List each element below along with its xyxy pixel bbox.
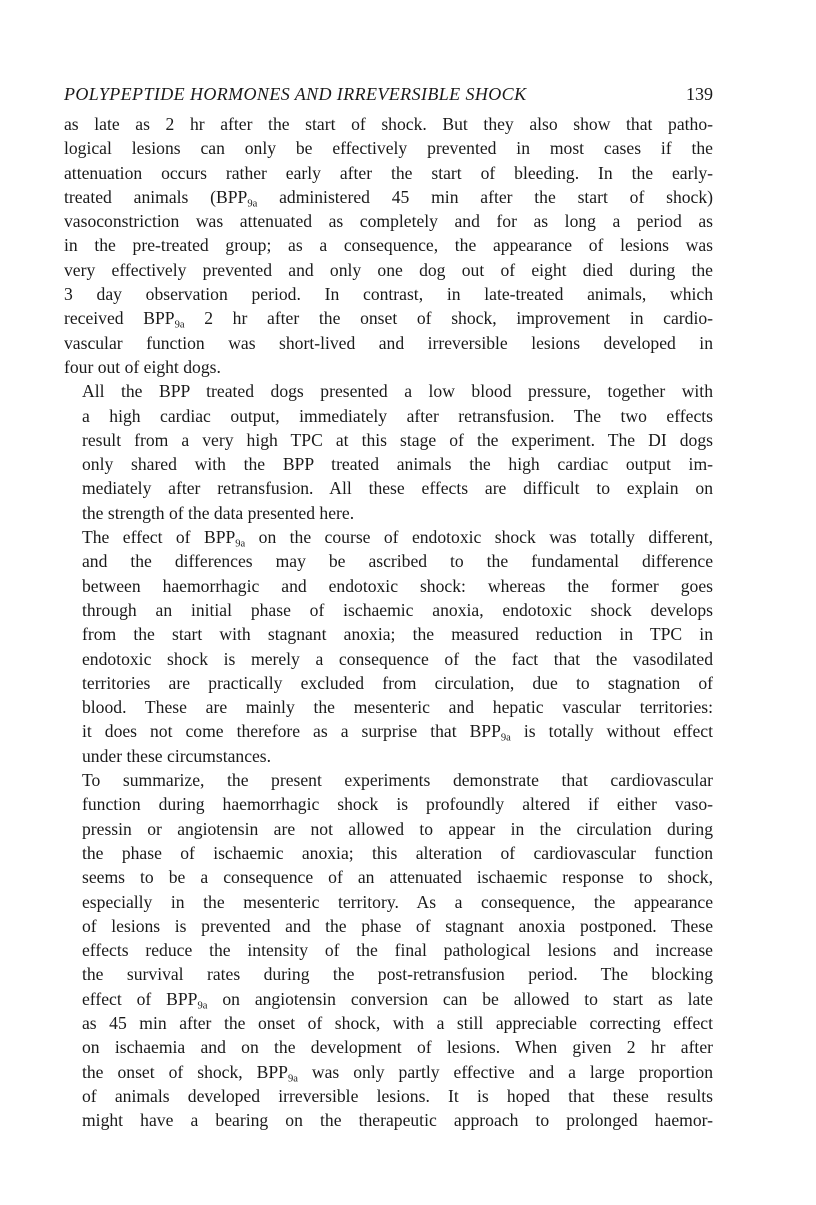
text-line <box>64 282 713 306</box>
text-segment: mediately after retransfusion. All these effects are difficult to explain on <box>82 478 713 499</box>
text-line <box>64 647 713 671</box>
text-line <box>64 331 713 355</box>
text-segment: pressin or angiotensin are not allowed to appear in the circulation during <box>82 818 713 839</box>
text-segment: the survival rates during the post-retransfusion period. The blocking <box>82 964 713 985</box>
text-line <box>64 817 713 841</box>
text-line <box>64 452 713 476</box>
text-line <box>64 1084 713 1108</box>
text-line <box>64 671 713 695</box>
text-segment: received BPP <box>64 308 175 329</box>
text-segment: on ischaemia and on the development of lesions. When given 2 hr after <box>82 1037 713 1058</box>
text-line <box>64 938 713 962</box>
paragraph <box>64 525 713 768</box>
text-segment: effects reduce the intensity of the final pathological lesions and increase <box>82 940 713 961</box>
text-line <box>64 622 713 646</box>
text-segment: 2 hr after the onset of shock, improvement in cardio- <box>184 308 713 329</box>
text-segment: might have a bearing on the therapeutic approach to prolonged haemor- <box>82 1110 713 1131</box>
text-segment: on the course of endotoxic shock was totally different, <box>245 527 713 548</box>
subscript: 9a <box>287 1073 298 1085</box>
subscript: 9a <box>500 733 511 745</box>
text-line <box>64 962 713 986</box>
text-line <box>64 476 713 500</box>
text-segment: in the pre-treated group; as a consequence, the appearance of lesions was <box>64 235 713 256</box>
text-segment: as late as 2 hr after the start of shock. But they also show that patho- <box>64 114 713 134</box>
text-segment: from the start with stagnant anoxia; the measured reduction in TPC in <box>82 624 713 645</box>
text-line <box>64 574 713 598</box>
text-line <box>64 501 713 525</box>
text-line <box>64 841 713 865</box>
text-segment: the onset of shock, BPP <box>82 1061 288 1082</box>
text-line <box>64 549 713 573</box>
text-line <box>64 379 713 403</box>
text-segment: treated animals (BPP <box>64 186 248 207</box>
text-segment: the phase of ischaemic anoxia; this alteration of cardiovascular function <box>82 842 713 863</box>
text-line <box>64 112 713 136</box>
text-segment: and the differences may be ascribed to the fundamental difference <box>82 551 713 572</box>
text-segment: very effectively prevented and only one dog out of eight died during the <box>64 259 713 280</box>
text-line <box>64 695 713 719</box>
text-segment: result from a very high TPC at this stage of the experiment. The DI dogs <box>82 429 713 450</box>
text-line <box>64 209 713 233</box>
text-line <box>64 428 713 452</box>
text-segment: it does not come therefore as a surprise that BPP <box>82 721 501 742</box>
text-line <box>64 233 713 257</box>
text-segment: To summarize, the present experiments demonstrate that cardiovascular <box>82 770 713 791</box>
text-segment: of lesions is prevented and the phase of stagnant anoxia postponed. These <box>82 915 713 936</box>
text-line <box>64 1011 713 1035</box>
body-text <box>64 112 713 1132</box>
paragraph <box>64 768 713 1132</box>
text-segment: especially in the mesenteric territory. As a consequence, the appearance <box>82 891 713 912</box>
text-line <box>64 792 713 816</box>
text-segment: vascular function was short-lived and irreversible lesions developed in <box>64 332 713 353</box>
text-line <box>64 914 713 938</box>
text-line <box>64 185 713 209</box>
journal-page <box>64 82 713 1132</box>
text-line <box>64 890 713 914</box>
text-segment: was only partly effective and a large proportion <box>297 1061 713 1082</box>
text-line <box>64 525 713 549</box>
text-segment: a high cardiac output, immediately after retransfusion. The two effects <box>82 405 713 426</box>
text-line <box>64 161 713 185</box>
text-segment: four out of eight dogs. <box>64 356 221 377</box>
text-segment: endotoxic shock is merely a consequence of the fact that the vasodilated <box>82 648 713 669</box>
subscript: 9a <box>197 1000 208 1012</box>
text-line <box>64 258 713 282</box>
text-segment: of animals developed irreversible lesions. It is hoped that these results <box>82 1085 713 1106</box>
text-segment: through an initial phase of ischaemic anoxia, endotoxic shock develops <box>82 599 713 620</box>
subscript: 9a <box>235 538 246 550</box>
text-segment: attenuation occurs rather early after the start of bleeding. In the early- <box>64 162 713 183</box>
text-segment: function during haemorrhagic shock is profoundly altered if either vaso- <box>82 794 713 815</box>
text-segment: The effect of BPP <box>82 527 236 548</box>
text-line <box>64 1035 713 1059</box>
text-line <box>64 355 713 379</box>
page-number: 139 <box>686 84 713 104</box>
text-line <box>64 1060 713 1084</box>
text-line <box>64 768 713 792</box>
running-title: POLYPEPTIDE HORMONES AND IRREVERSIBLE SHOCK <box>64 84 527 104</box>
text-line <box>64 598 713 622</box>
running-header <box>64 82 713 106</box>
text-segment: is totally without effect <box>510 721 713 742</box>
text-segment: All the BPP treated dogs presented a low blood pressure, together with <box>82 381 713 402</box>
subscript: 9a <box>247 198 258 210</box>
text-line <box>64 987 713 1011</box>
text-line <box>64 744 713 768</box>
text-line <box>64 136 713 160</box>
text-segment: territories are practically excluded from circulation, due to stagnation of <box>82 672 713 693</box>
text-segment: as 45 min after the onset of shock, with a still appreciable correcting effect <box>82 1012 713 1033</box>
text-line <box>64 719 713 743</box>
paragraph <box>64 379 713 525</box>
text-segment: seems to be a consequence of an attenuated ischaemic response to shock, <box>82 867 713 888</box>
text-line <box>64 1108 713 1132</box>
text-line <box>64 306 713 330</box>
text-segment: only shared with the BPP treated animals the high cardiac output im- <box>82 454 713 475</box>
text-segment: vasoconstriction was attenuated as completely and for as long a period as <box>64 211 713 232</box>
text-segment: blood. These are mainly the mesenteric and hepatic vascular territories: <box>82 697 713 718</box>
text-segment: effect of BPP <box>82 988 198 1009</box>
paragraph <box>64 112 713 379</box>
text-segment: logical lesions can only be effectively prevented in most cases if the <box>64 138 713 159</box>
text-segment: administered 45 min after the start of shock) <box>257 186 714 207</box>
text-line <box>64 404 713 428</box>
text-segment: 3 day observation period. In contrast, in late-treated animals, which <box>64 284 713 305</box>
subscript: 9a <box>174 320 185 332</box>
text-segment: the strength of the data presented here. <box>82 502 355 523</box>
text-segment: on angiotensin conversion can be allowed to start as late <box>207 988 713 1009</box>
text-segment: under these circumstances. <box>82 745 272 766</box>
text-segment: between haemorrhagic and endotoxic shock: whereas the former goes <box>82 575 713 596</box>
text-line <box>64 865 713 889</box>
